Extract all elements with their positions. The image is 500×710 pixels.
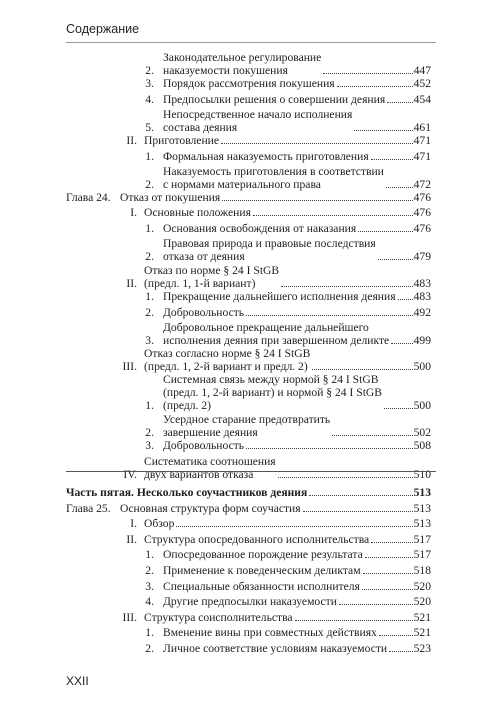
entry-number: 4. bbox=[145, 595, 154, 608]
dot-leader bbox=[323, 72, 412, 74]
entry-title: Личное соответствие условиям наказуемости bbox=[163, 642, 388, 655]
chapter-label: Глава 24. bbox=[66, 191, 111, 204]
entry-title: Правовая природа и правовые последствия отказа от деяния bbox=[163, 237, 376, 263]
toc-entry[interactable] bbox=[130, 517, 431, 530]
entry-page-number: 517 bbox=[413, 548, 431, 561]
entry-page-number: 454 bbox=[413, 93, 431, 106]
entry-page-number: 499 bbox=[413, 334, 431, 347]
dot-leader bbox=[295, 619, 413, 621]
entry-title: Структура опосредованного исполнительства bbox=[144, 533, 370, 546]
entry-number: 1. bbox=[145, 548, 154, 561]
entry-page-number: 483 bbox=[413, 290, 431, 303]
entry-page-number: 521 bbox=[413, 626, 431, 639]
entry-page-number: 518 bbox=[413, 564, 431, 577]
toc-entry[interactable] bbox=[145, 548, 431, 561]
entry-number: 2. bbox=[145, 64, 154, 77]
entry-number: 2. bbox=[145, 178, 154, 191]
entry-title: Добровольное прекращение дальнейшего исполнения деяния при завершенном деликте bbox=[163, 321, 390, 347]
entry-title: Опосредованное порождение результата bbox=[163, 548, 363, 561]
entry-number: II. bbox=[126, 277, 137, 290]
entry-number: 1. bbox=[145, 399, 154, 412]
entry-title: Наказуемость приготовления в соответствии с нормами материального права bbox=[163, 165, 384, 191]
entry-number: 1. bbox=[145, 150, 154, 163]
dot-leader bbox=[253, 214, 413, 216]
entry-title: Формальная наказуемость приготовления bbox=[163, 150, 369, 163]
entry-page-number: 513 bbox=[413, 502, 431, 515]
toc-entry[interactable] bbox=[145, 108, 431, 134]
toc-entry[interactable] bbox=[145, 413, 431, 439]
toc-entry[interactable] bbox=[145, 373, 431, 412]
entry-title: Законодательное регулирование наказуемости покушения bbox=[163, 51, 322, 77]
entry-title: Отказ согласно норме § 24 I StGB (предл. 1, 2-й вариант и предл. 2) bbox=[144, 347, 311, 373]
entry-title: Предпосылки решения о совершении деяния bbox=[163, 93, 386, 106]
entry-page-number: 471 bbox=[413, 150, 431, 163]
entry-number: 2. bbox=[145, 564, 154, 577]
toc-entry[interactable] bbox=[145, 237, 431, 263]
dot-leader bbox=[309, 494, 412, 496]
toc-entry[interactable] bbox=[145, 439, 431, 452]
entry-number: 3. bbox=[145, 580, 154, 593]
entry-title: Вменение вины при совместных действиях bbox=[163, 626, 377, 639]
toc-entry[interactable] bbox=[66, 502, 431, 515]
entry-page-number: 483 bbox=[413, 277, 431, 290]
entry-title: Обзор bbox=[144, 517, 175, 530]
toc-entry[interactable] bbox=[145, 580, 431, 593]
entry-page-number: 492 bbox=[413, 306, 431, 319]
entry-number: 3. bbox=[145, 439, 154, 452]
entry-number: 3. bbox=[145, 77, 154, 90]
entry-title: Отказ от покушения bbox=[120, 191, 221, 204]
entry-page-number: 472 bbox=[413, 178, 431, 191]
entry-number: 1. bbox=[145, 222, 154, 235]
entry-number: 2. bbox=[145, 306, 154, 319]
dot-leader bbox=[378, 258, 413, 260]
entry-title: Другие предпосылки наказуемости bbox=[163, 595, 337, 608]
entry-title: Систематика соотношения двух вариантов отказа bbox=[144, 455, 276, 481]
entry-page-number: 520 bbox=[413, 595, 431, 608]
entry-title: Специальные обязанности исполнителя bbox=[163, 580, 360, 593]
dot-leader bbox=[379, 634, 413, 636]
dot-leader bbox=[246, 314, 413, 316]
entry-number: II. bbox=[126, 533, 137, 546]
entry-title: Приготовление bbox=[144, 134, 220, 147]
entry-number: 2. bbox=[145, 250, 154, 263]
entry-title: Основные положения bbox=[144, 206, 251, 219]
dot-leader bbox=[281, 285, 412, 287]
entry-title: Основания освобождения от наказания bbox=[163, 222, 357, 235]
part-separator-rule bbox=[66, 471, 436, 472]
entry-number: 3. bbox=[145, 334, 154, 347]
dot-leader bbox=[246, 447, 413, 449]
entry-title: Прекращение дальнейшего исполнения деяния bbox=[163, 290, 396, 303]
entry-number: I. bbox=[130, 517, 137, 530]
toc-entry[interactable] bbox=[130, 206, 431, 219]
entry-page-number: 447 bbox=[413, 64, 431, 77]
dot-leader bbox=[278, 476, 413, 478]
dot-leader bbox=[363, 572, 413, 574]
dot-leader bbox=[312, 368, 412, 370]
entry-title: Порядок рассмотрения покушения bbox=[163, 77, 335, 90]
entry-page-number: 476 bbox=[413, 206, 431, 219]
toc-entry[interactable] bbox=[145, 595, 431, 608]
dot-leader bbox=[365, 556, 413, 558]
entry-page-number: 513 bbox=[413, 517, 431, 530]
entry-number: II. bbox=[126, 134, 137, 147]
page-number: XXII bbox=[66, 674, 89, 688]
dot-leader bbox=[303, 510, 413, 512]
toc-entry[interactable] bbox=[145, 222, 431, 235]
toc-entry[interactable] bbox=[122, 347, 431, 373]
dot-leader bbox=[387, 101, 412, 103]
toc-entry[interactable] bbox=[66, 191, 431, 204]
entry-page-number: 471 bbox=[413, 134, 431, 147]
entry-page-number: 500 bbox=[413, 360, 431, 373]
chapter-label: Глава 25. bbox=[66, 502, 111, 515]
entry-number: 1. bbox=[145, 626, 154, 639]
dot-leader bbox=[384, 407, 413, 409]
entry-number: 5. bbox=[145, 121, 154, 134]
entry-page-number: 500 bbox=[413, 399, 431, 412]
entry-page-number: 520 bbox=[413, 580, 431, 593]
entry-page-number: 476 bbox=[413, 191, 431, 204]
dot-leader bbox=[176, 525, 412, 527]
toc-entry[interactable] bbox=[145, 642, 431, 655]
dot-leader bbox=[221, 142, 413, 144]
dot-leader bbox=[371, 541, 412, 543]
entry-page-number: 452 bbox=[413, 77, 431, 90]
toc-entry[interactable] bbox=[145, 77, 431, 90]
entry-title: Усердное старание предотвратить завершение деяния bbox=[163, 413, 331, 439]
dot-leader bbox=[332, 434, 412, 436]
entry-title: Применение к поведенческим деликтам bbox=[163, 564, 361, 577]
dot-leader bbox=[358, 230, 412, 232]
toc-entry[interactable] bbox=[66, 486, 431, 499]
toc-entry[interactable] bbox=[126, 533, 431, 546]
toc-entry[interactable] bbox=[122, 611, 431, 624]
dot-leader bbox=[386, 186, 413, 188]
dot-leader bbox=[354, 129, 412, 131]
entry-title: Часть пятая. Несколько соучастников деяния bbox=[66, 486, 308, 499]
entry-title: Структура соисполнительства bbox=[144, 611, 293, 624]
toc-entry[interactable] bbox=[145, 150, 431, 163]
toc-entry[interactable] bbox=[145, 165, 431, 191]
dot-leader bbox=[391, 342, 412, 344]
toc-entry[interactable] bbox=[145, 93, 431, 106]
toc-entry[interactable] bbox=[145, 306, 431, 319]
dot-leader bbox=[371, 158, 413, 160]
entry-title: Основная структура форм соучастия bbox=[120, 502, 301, 515]
toc-entry[interactable] bbox=[126, 264, 431, 290]
entry-title: Добровольность bbox=[163, 306, 245, 319]
entry-title: Системная связь между нормой § 24 I StGB (предл. 1, 2-й вариант) и нормой § 24 I StGB (предл. 2) bbox=[163, 373, 383, 412]
entry-number: III. bbox=[122, 360, 137, 373]
dot-leader bbox=[362, 588, 413, 590]
toc-entry[interactable] bbox=[145, 51, 431, 77]
entry-number: 2. bbox=[145, 642, 154, 655]
entry-title: Непосредственное начало исполнения состава деяния bbox=[163, 108, 353, 134]
entry-page-number: 502 bbox=[413, 426, 431, 439]
entry-page-number: 508 bbox=[413, 439, 431, 452]
toc-entry[interactable] bbox=[145, 290, 431, 303]
entry-number: 2. bbox=[145, 426, 154, 439]
entry-number: 4. bbox=[145, 93, 154, 106]
entry-number: I. bbox=[130, 206, 137, 219]
toc-entry[interactable] bbox=[145, 321, 431, 347]
toc-entry[interactable] bbox=[145, 626, 431, 639]
toc-entry[interactable] bbox=[126, 134, 431, 147]
entry-number: 1. bbox=[145, 290, 154, 303]
entry-number: IV. bbox=[123, 468, 137, 481]
entry-number: III. bbox=[122, 611, 137, 624]
dot-leader bbox=[339, 603, 413, 605]
entry-page-number: 510 bbox=[413, 468, 431, 481]
entry-title: Добровольность bbox=[163, 439, 245, 452]
dot-leader bbox=[398, 298, 413, 300]
entry-page-number: 513 bbox=[413, 486, 431, 499]
entry-page-number: 461 bbox=[413, 121, 431, 134]
entry-page-number: 517 bbox=[413, 533, 431, 546]
dot-leader bbox=[222, 199, 412, 201]
toc-entry[interactable] bbox=[145, 564, 431, 577]
dot-leader bbox=[337, 85, 413, 87]
entry-title: Отказ по норме § 24 I StGB (предл. 1, 1-й вариант) bbox=[144, 264, 280, 290]
entry-page-number: 479 bbox=[413, 250, 431, 263]
entry-page-number: 523 bbox=[413, 642, 431, 655]
entry-page-number: 476 bbox=[413, 222, 431, 235]
running-header: Содержание bbox=[66, 22, 140, 36]
entry-page-number: 521 bbox=[413, 611, 431, 624]
dot-leader bbox=[389, 650, 412, 652]
toc-entry[interactable] bbox=[123, 455, 431, 481]
